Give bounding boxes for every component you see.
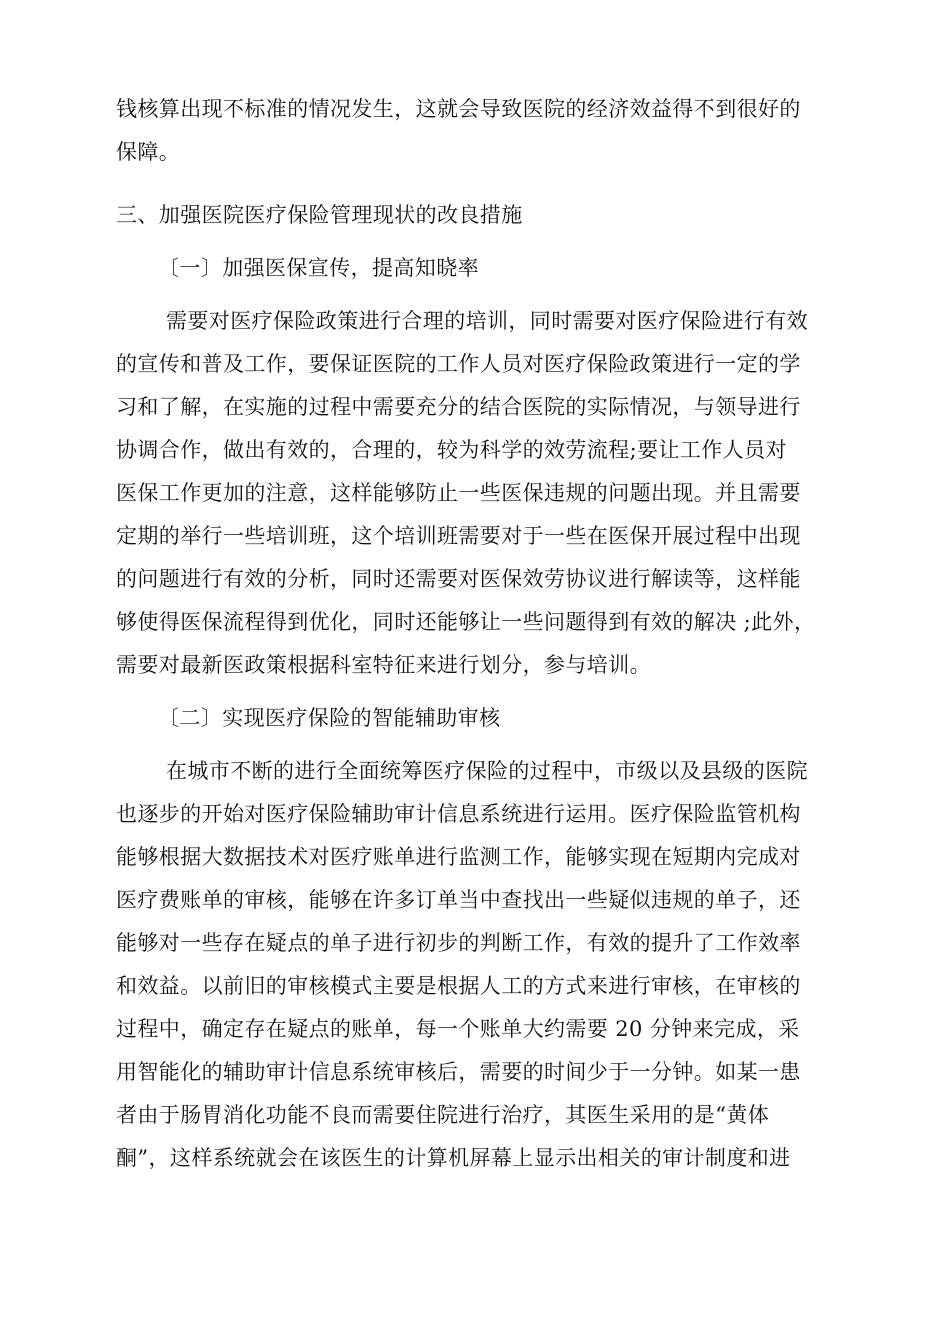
body-text-line: 的宣传和普及工作，要保证医院的工作人员对医疗保险政策进行一定的学 [116, 352, 801, 376]
body-text-line: 医保工作更加的注意，这样能够防止一些医保违规的问题出现。并且需要 [116, 481, 801, 505]
body-text-line: 医疗费账单的审核，能够在许多订单当中查找出一些疑似违规的单子，还 [116, 888, 801, 912]
subsection-title: 〔二〕实现医疗保险的智能辅助审核 [158, 706, 501, 730]
body-text-line: 和效益。以前旧的审核模式主要是根据人工的方式来进行审核，在审核的 [116, 974, 801, 998]
body-text-line: 酮”，这样系统就会在该医生的计算机屏幕上显示出相关的审计制度和进 [116, 1146, 791, 1170]
paragraph-first-line: 在城市不断的进行全面统筹医疗保险的过程中，市级以及县级的医院 [166, 759, 808, 783]
document-page [116, 88, 846, 1180]
body-text-line: 钱核算出现不标准的情况发生，这就会导致医院的经济效益得不到很好的 [116, 97, 801, 121]
subsection-title: 〔一〕加强医保宣传，提高知晓率 [158, 256, 479, 280]
paragraph-first-line: 需要对医疗保险政策进行合理的培训，同时需要对医疗保险进行有效 [166, 309, 808, 333]
body-text-line: 能够对一些存在疑点的单子进行初步的判断工作，有效的提升了工作效率 [116, 931, 801, 955]
body-text-line: 的问题进行有效的分析，同时还需要对医保效劳协议进行解读等，这样能 [116, 567, 801, 591]
body-text-line: 习和了解，在实施的过程中需要充分的结合医院的实际情况，与领导进行 [116, 395, 801, 419]
body-text-line: 需要对最新医政策根据科室特征来进行划分，参与培训。 [116, 653, 651, 677]
body-text-line: 者由于肠胃消化功能不良而需要住院进行治疗，其医生采用的是“黄体 [116, 1103, 770, 1127]
body-text-line: 用智能化的辅助审计信息系统审核后，需要的时间少于一分钟。如某一患 [116, 1060, 801, 1084]
body-text-line: 够使得医保流程得到优化，同时还能够让一些问题得到有效的解决 ;此外， [116, 610, 816, 634]
body-text-line: 过程中，确定存在疑点的账单，每一个账单大约需要 20 分钟来完成，采 [116, 1017, 800, 1041]
body-text-line: 能够根据大数据技术对医疗账单进行监测工作，能够实现在短期内完成对 [116, 845, 801, 869]
body-text-line: 保障。 [116, 140, 181, 164]
section-heading: 三、加强医院医疗保险管理现状的改良措施 [116, 203, 523, 227]
body-text-line: 也逐步的开始对医疗保险辅助审计信息系统进行运用。医疗保险监管机构 [116, 802, 801, 826]
body-text-line: 定期的举行一些培训班，这个培训班需要对于一些在医保开展过程中出现 [116, 524, 801, 548]
body-text-line: 协调合作，做出有效的，合理的，较为科学的效劳流程;要让工作人员对 [116, 438, 787, 462]
